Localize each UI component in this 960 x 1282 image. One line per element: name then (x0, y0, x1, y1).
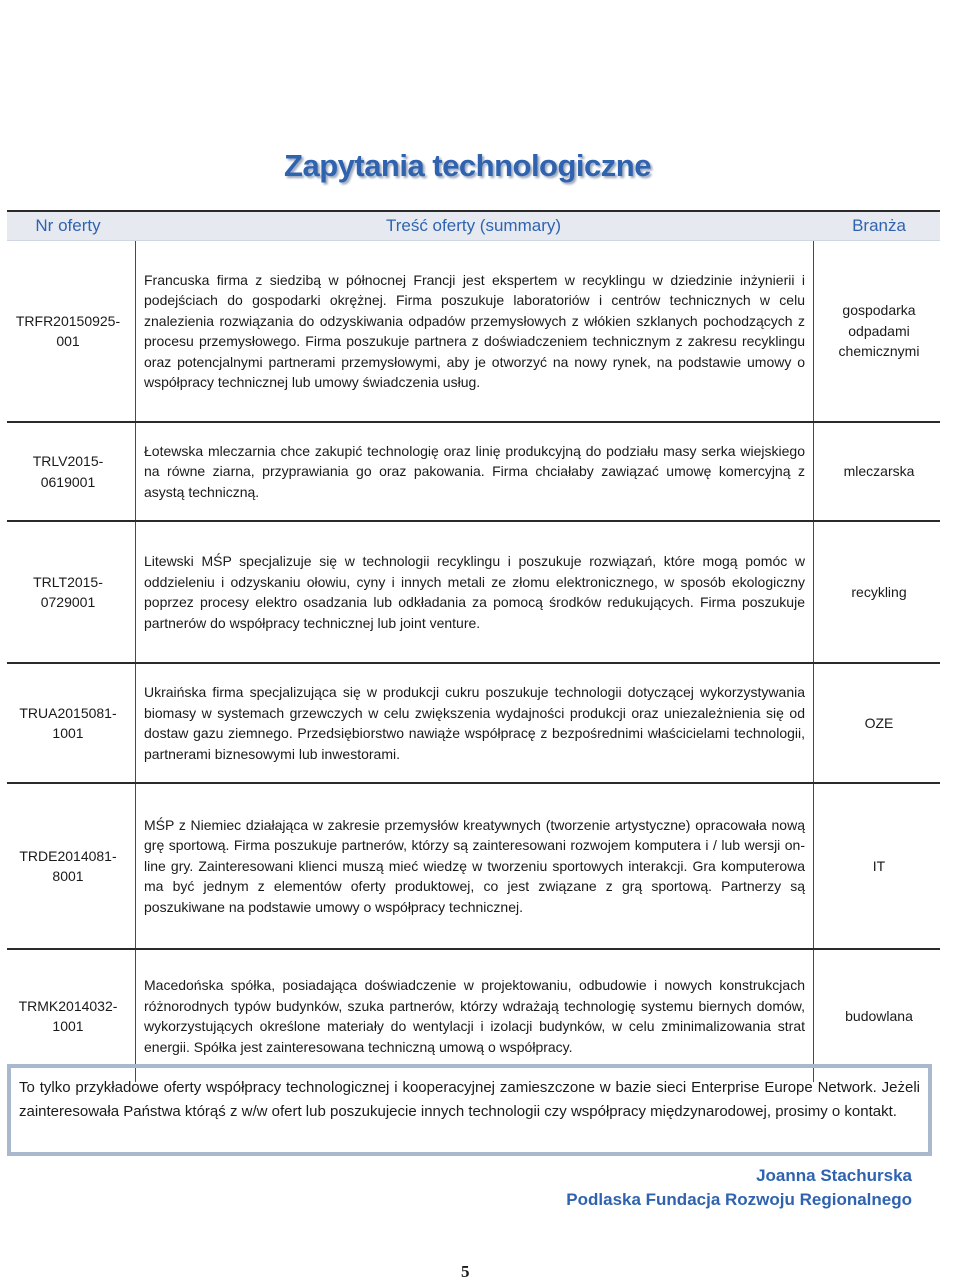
table-header-row (7, 211, 940, 241)
offer-description: Litewski MŚP specjalizuje się w technologii recyklingu i poszukuje rozwiązań, które mogą pomóc w oddzieleniu i odzyskaniu ołowiu, cyny i innych metali ze złomu elektronicznego, w sposób ekologiczny poprzez procesy elektro osadzania lub odkładania za pomocą środków redukujących. Firma poszukuje partnerów do współpracy technicznej lub joint venture. (144, 553, 805, 631)
offer-description: Francuska firma z siedzibą w północnej Francji jest ekspertem w recyklingu w dziedzinie inżynierii i podejściach do gospodarki okrężnej. Firma poszukuje laboratoriów i centrów technicznych w celu znalezienia rozwiązania do odzyskiwania odpadów przemysłowych z włókien szklanych pochodzących z procesu przemysłowego. Firma poszukuje partnera z doświadczeniem technicznym z zakresu recyklingu oraz potencjalnymi partnerami przemysłowymi, aby je otworzyć na nowy rynek, na podstawie umowy o współpracy technicznej lub umowy świadczenia usług. (144, 271, 805, 390)
offer-description-cell (129, 521, 818, 663)
header-nr: Nr oferty (7, 211, 129, 241)
table-row (7, 663, 940, 783)
author-organization: Podlaska Fundacja Rozwoju Regionalnego (566, 1190, 912, 1209)
page-number: 5 (461, 1262, 470, 1281)
offer-number: TRDE2014081-8001 (7, 783, 129, 949)
offer-branch: recykling (818, 521, 940, 663)
header-branch: Branża (818, 211, 940, 241)
offer-description-cell (129, 241, 818, 423)
offer-number: TRUA2015081-1001 (7, 663, 129, 783)
offer-number: TRMK2014032-1001 (7, 949, 129, 1082)
offer-branch: gospodarka odpadami chemicznymi (838, 302, 920, 360)
offer-description-cell (129, 783, 818, 949)
offer-description: MŚP z Niemiec działająca w zakresie przemysłów kreatywnych (tworzenie artystyczne) opracowała nową grę sportową. Firma poszukuje partnerów, którzy są zainteresowani rozwojem komputera i / lub wersji on-line gry. Zainteresowani klienci muszą mieć wiedzę w tworzeniu sportowych interakcji. Gra komputerowa ma być jednym z elementów oferty produktowej, co jest związane z grą sportową. Partnerzy są poszukiwane na podstawie umowy o współpracy technicznej. (144, 816, 805, 915)
table-row (7, 783, 940, 949)
offer-branch: budowlana (818, 949, 940, 1082)
table-row (7, 949, 940, 1082)
author-name: Joanna Stachurska (756, 1166, 912, 1185)
offer-branch: OZE (818, 663, 940, 783)
offer-description: Macedońska spółka, posiadająca doświadczenie w projektowaniu, odbudowie i nowych konstrukcjach różnorodnych typów budynków, szuka partnerów, którzy wdrażają technologię systemu biernych domów, wykorzystujących określone materiały do wentylacji i izolacji budynków, w celu zminimalizowania strat energii. Spółka jest zainteresowana techniczną umową o współpracy. (144, 977, 805, 1055)
page-title: Zapytania technologiczne (284, 148, 651, 183)
table-row (7, 241, 940, 423)
offers-table (7, 210, 940, 1082)
offer-description-cell (129, 422, 818, 521)
header-desc: Treść oferty (summary) (129, 211, 818, 241)
table-row (7, 521, 940, 663)
contact-notice: To tylko przykładowe oferty współpracy technologicznej i kooperacyjnej zamieszczone w bazie sieci Enterprise Europe Network. Jeżeli zainteresowała Państwa którąś z w/w ofert lub poszukujecie innych technologii czy współpracy międzynarodowej, prosimy o kontakt. (7, 1064, 932, 1156)
offer-description: Łotewska mleczarnia chce zakupić technologię oraz linię produkcyjną do podziału masy serka wiejskiego na równe ziarna, przyprawiania go oraz pakowania. Firma chciałaby zawiązać umowę komercyjną z asystą techniczną. (144, 442, 805, 500)
offer-description-cell (129, 949, 818, 1082)
offer-branch: mleczarska (818, 422, 940, 521)
offer-description-cell (129, 663, 818, 783)
offer-number: TRLV2015-0619001 (7, 422, 129, 521)
offer-branch: IT (818, 783, 940, 949)
offer-number: TRLT2015-0729001 (7, 521, 129, 663)
offer-description: Ukraińska firma specjalizująca się w produkcji cukru poszukuje technologii dotyczącej wykorzystywania biomasy w systemach grzewczych w celu zwiększenia wydajności produkcji oraz uniezależnienia się od dostaw gazu ziemnego. Przedsiębiorstwo nawiąże współpracę z bezpośrednimi właścicielami technologii, partnerami biznesowymi lub inwestorami. (144, 684, 805, 762)
table-row (7, 422, 940, 521)
offer-number: TRFR20150925-001 (15, 312, 121, 349)
